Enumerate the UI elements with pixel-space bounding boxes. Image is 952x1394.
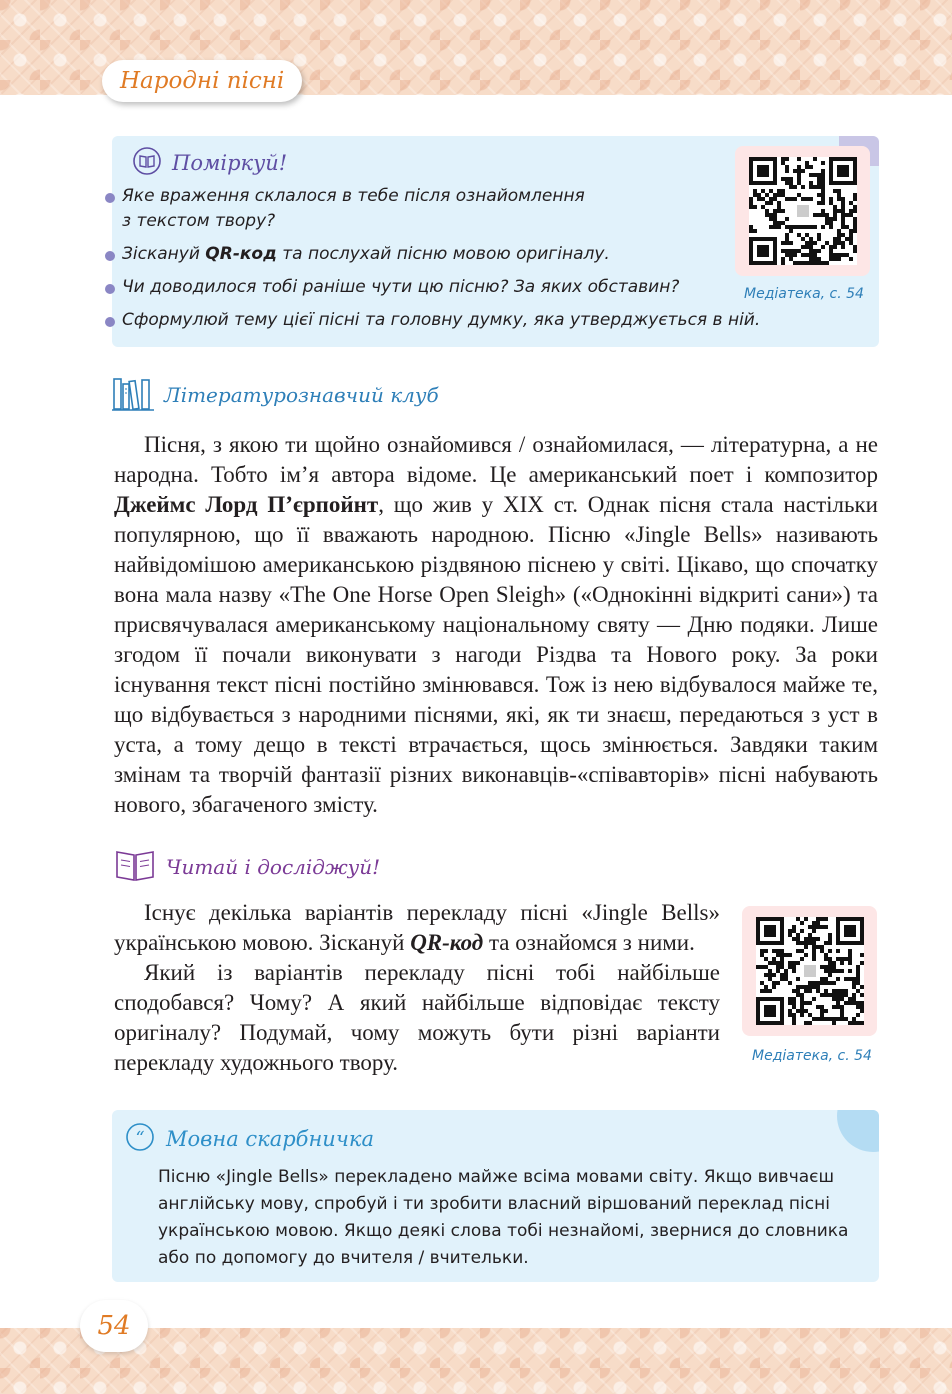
question-text: Зіскануй <box>122 244 206 264</box>
treasury-box-corner <box>837 1110 879 1152</box>
page-number-badge <box>80 1300 148 1352</box>
qr-code-frame-2[interactable] <box>742 906 877 1036</box>
qr-code-term: QR-код <box>205 244 277 264</box>
list-item <box>112 184 732 234</box>
question-text: Чи доводилося тобі раніше чути цю пісню? За яких обставин? <box>122 277 680 297</box>
treasury-heading <box>124 1122 374 1156</box>
reflect-title: Поміркуй! <box>172 151 288 175</box>
lit-club-paragraph <box>114 430 878 820</box>
question-line: Яке враження склалося в тебе після ознайомлення <box>122 186 585 206</box>
qr-caption-2: Медіатека, с. 54 <box>752 1048 872 1064</box>
paragraph-text: Який із варіантів перекладу пісні тобі найбільше сподобався? Чому? А який найбільше відповідає тексту оригіналу? Подумай, чому можуть бути різні варіанти перекладу художнього твору. <box>114 960 720 1075</box>
reflect-heading <box>132 146 287 180</box>
treasury-text <box>130 1164 870 1272</box>
bookshelf-icon <box>112 375 154 415</box>
lit-club-title: Літературознавчий клуб <box>164 383 439 407</box>
list-item <box>112 242 732 267</box>
read-explore-title: Читай і досліджуй! <box>166 855 381 879</box>
qr-code-term: QR-код <box>410 930 484 955</box>
list-item <box>112 308 862 333</box>
lit-club-heading <box>112 375 439 415</box>
reflect-question-list <box>112 184 761 341</box>
language-treasury-box <box>112 1110 879 1282</box>
svg-text:“: “ <box>135 1128 145 1149</box>
qr-code-icon <box>749 157 857 265</box>
section-header-tab <box>102 60 302 102</box>
paragraph-text: Пісню «Jingle Bells» перекладено майже всіма мовами світу. Якщо вивчаєш англійську мову, спробуй і ти зробити власний віршований переклад пісні українською мовою. Якщо деякі слова тобі незнайомі, звернися до словника або по допомогу до вчителя / вчительки. <box>158 1167 849 1268</box>
paragraph-text: Пісня, з якою ти щойно ознайомився / ознайомилася, — літературна, а не народна. Тобто ім’я автора відоме. Це американський поет і композитор <box>114 432 878 487</box>
question-text: Сформулюй тему цієї пісні та головну думку, яка утверджується в ній. <box>122 310 761 330</box>
open-book-icon <box>114 846 156 888</box>
quote-icon <box>124 1122 156 1156</box>
read-explore-paragraphs <box>114 898 720 1078</box>
page-number: 54 <box>97 1311 131 1341</box>
question-line: з текстом твору? <box>122 211 276 231</box>
question-text: та послухай пісню мовою оригіналу. <box>276 244 610 264</box>
section-title: Народні пісні <box>120 68 285 94</box>
paragraph-text: , що жив у XIX ст. Однак пісня стала настільки популярною, що її вважають народною. Пісню «Jingle Bells» називають найвідомішою американською різдвяною піснею у світі. Цікаво, що спочатку вона мала назву «The One Horse Open Sleigh» («Однокінні відкриті сани») та присвячувалася американському національному святу — Дню подяки. Лише згодом її почали виконувати з нагоди Різдва та Нового року. За роки існування текст пісні постійно змінювався. Тож із нею відбувалося майже те, що відбувається з народними піснями, які, як ти знаєш, передаються з уст в уста, а тому дещо в тексті втрачається, щось змінюється. Завдяки таким змінам та творчій фантазії різних виконавців-«співавторів» пісні набувають нового, збагаченого змісту. <box>114 492 878 817</box>
qr-code-frame-1[interactable] <box>735 146 870 276</box>
paragraph-text: Існує декілька варіантів перекладу пісні «Jingle Bells» українською мовою. Зіскануй <box>114 900 720 955</box>
paragraph-text: та ознайомся з ними. <box>483 930 695 955</box>
read-explore-heading <box>114 846 380 888</box>
book-icon <box>132 146 162 180</box>
qr-code-icon <box>756 917 864 1025</box>
treasury-title: Мовна скарбничка <box>166 1127 374 1151</box>
author-name: Джеймс Лорд П’єрпойнт <box>114 492 379 517</box>
qr-caption-1: Медіатека, с. 54 <box>744 286 864 302</box>
